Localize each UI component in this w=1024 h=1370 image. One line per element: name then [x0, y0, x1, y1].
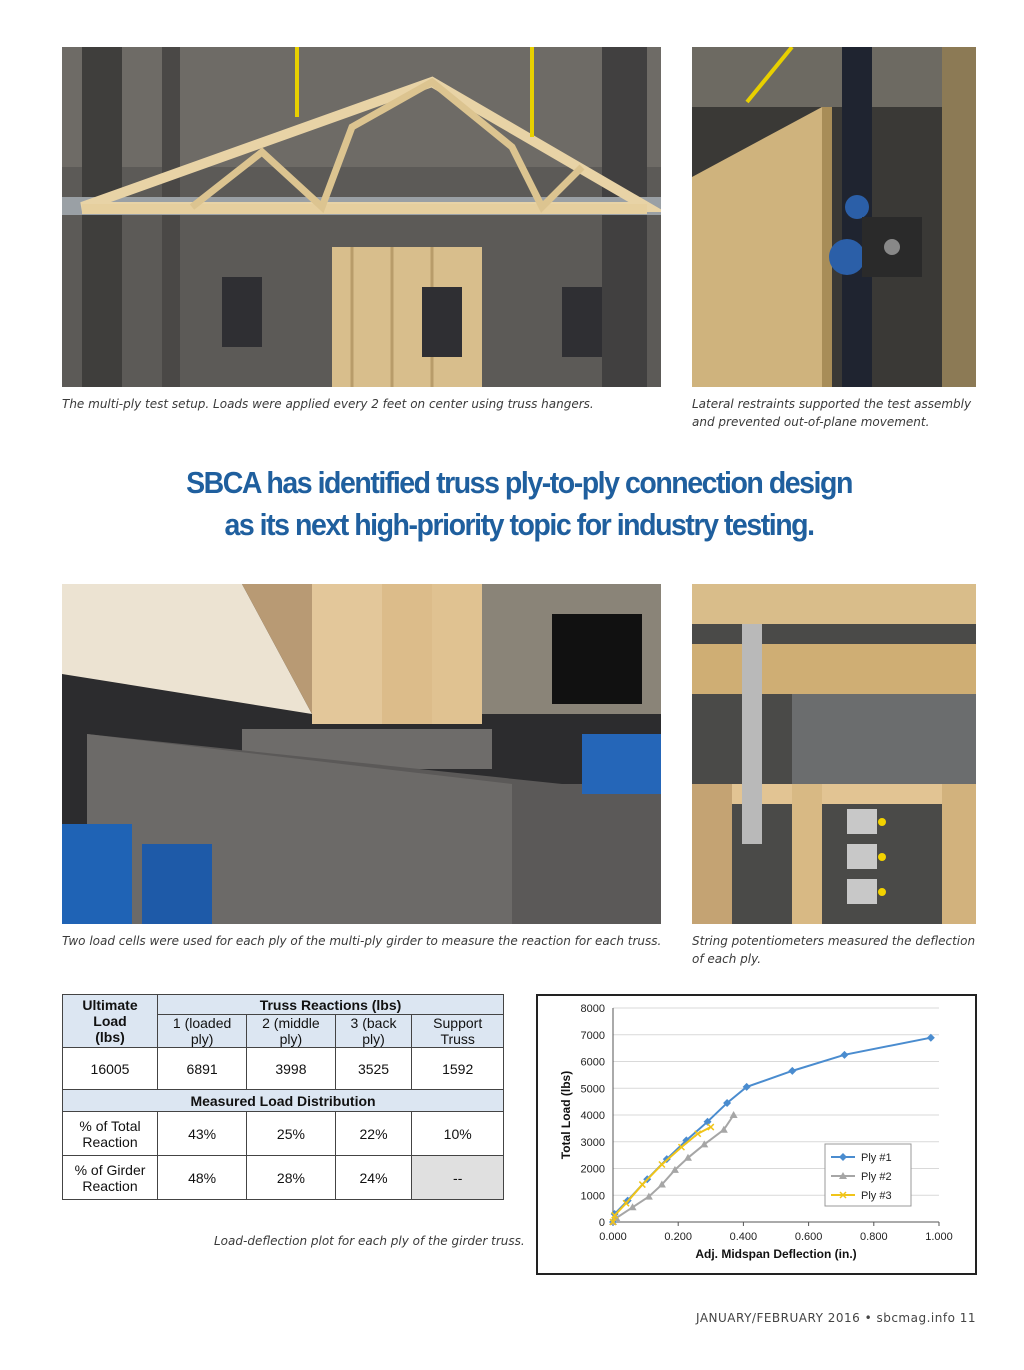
pct-total-4: 10% [412, 1112, 504, 1156]
legend-label: Ply #3 [861, 1190, 892, 1202]
photo-load-cells [62, 584, 661, 924]
photo4-caption [692, 932, 982, 968]
col-header-3: 3 (back ply) [335, 1015, 412, 1048]
reaction-1: 6891 [158, 1048, 247, 1090]
x-tick-label: 0.200 [664, 1231, 692, 1243]
pct-total-3: 22% [335, 1112, 412, 1156]
photo3-caption: Two load cells were used for each ply of the multi-ply girder to measure the reaction for each truss. [62, 934, 662, 948]
y-tick-label: 0 [598, 1217, 605, 1229]
y-tick-label: 1000 [580, 1190, 605, 1203]
pct-total-label-line2: Reaction [82, 1133, 138, 1150]
pct-girder-2: 28% [247, 1156, 335, 1200]
data-point [659, 1161, 665, 1167]
y-tick-label: 6000 [580, 1056, 605, 1069]
ultimate-load-value: 16005 [63, 1048, 158, 1090]
photo2-caption-line2: and prevented out-of-plane movement. [692, 415, 930, 429]
pct-girder-3: 24% [335, 1156, 412, 1200]
y-tick-label: 4000 [580, 1110, 605, 1122]
y-tick-label: 5000 [580, 1083, 605, 1096]
data-point [639, 1182, 645, 1188]
x-tick-label: 1.000 [925, 1231, 953, 1243]
ultimate-load-label: Ultimate Load [82, 997, 138, 1029]
legend-label: Ply #2 [861, 1171, 892, 1183]
photo-lateral-restraints [692, 47, 976, 387]
ultimate-load-header [63, 995, 158, 1048]
pct-total-label-line1: % of Total [79, 1117, 141, 1134]
photo-string-potentiometers [692, 584, 976, 924]
col-header-1: 1 (loaded ply) [158, 1015, 247, 1048]
photo4-caption-line1: String potentiometers measured the deflection [692, 934, 976, 948]
pull-quote-line2: as its next high-priority topic for industry testing. [224, 507, 814, 542]
load-deflection-chart [536, 994, 977, 1275]
data-point [840, 1051, 848, 1059]
x-tick-label: 0.400 [729, 1231, 758, 1243]
page-footer: JANUARY/FEBRUARY 2016 • sbcmag.info 11 [696, 1311, 976, 1325]
x-axis-label: Adj. Midspan Deflection (in.) [695, 1247, 857, 1261]
pct-total-1: 43% [158, 1112, 247, 1156]
ultimate-load-unit: (lbs) [95, 1029, 125, 1045]
legend-label: Ply #1 [861, 1152, 892, 1164]
reaction-3: 3525 [335, 1048, 412, 1090]
col-header-2: 2 (middle ply) [247, 1015, 335, 1048]
photo2-caption-line1: Lateral restraints supported the test assembly [692, 397, 972, 411]
pull-quote [99, 462, 940, 546]
pct-girder-1: 48% [158, 1156, 247, 1200]
pct-girder-label [63, 1156, 158, 1200]
y-tick-label: 8000 [580, 1003, 605, 1015]
pct-total-2: 25% [247, 1112, 335, 1156]
y-tick-label: 3000 [580, 1136, 605, 1149]
pct-total-label [63, 1112, 158, 1156]
truss-reactions-table [62, 994, 504, 1200]
y-tick-label: 7000 [580, 1029, 605, 1042]
load-deflection-chart-svg [538, 996, 975, 1273]
x-tick-label: 0.000 [599, 1231, 627, 1243]
x-tick-label: 0.800 [860, 1231, 888, 1243]
pct-girder-4: -- [412, 1156, 504, 1200]
distribution-header: Measured Load Distribution [63, 1090, 504, 1112]
photo4-caption-line2: of each ply. [692, 952, 762, 966]
truss-reactions-header: Truss Reactions (lbs) [158, 995, 504, 1015]
chart-caption: Load-deflection plot for each ply of the girder truss. [214, 1234, 525, 1248]
photo1-caption: The multi-ply test setup. Loads were applied every 2 feet on center using truss hangers. [62, 397, 594, 411]
data-point [788, 1067, 796, 1075]
pull-quote-line1: SBCA has identified truss ply-to-ply connection design [186, 465, 852, 500]
y-tick-label: 2000 [580, 1163, 605, 1176]
reaction-4: 1592 [412, 1048, 504, 1090]
pct-girder-label-line2: Reaction [82, 1177, 138, 1194]
y-axis-label: Total Load (lbs) [559, 1070, 573, 1160]
photo2-caption [692, 395, 982, 431]
col-header-4: Support Truss [412, 1015, 504, 1048]
photo-multi-ply-test-setup [62, 47, 661, 387]
pct-girder-label-line1: % of Girder [74, 1161, 146, 1178]
x-tick-label: 0.600 [794, 1231, 823, 1243]
reaction-2: 3998 [247, 1048, 335, 1090]
